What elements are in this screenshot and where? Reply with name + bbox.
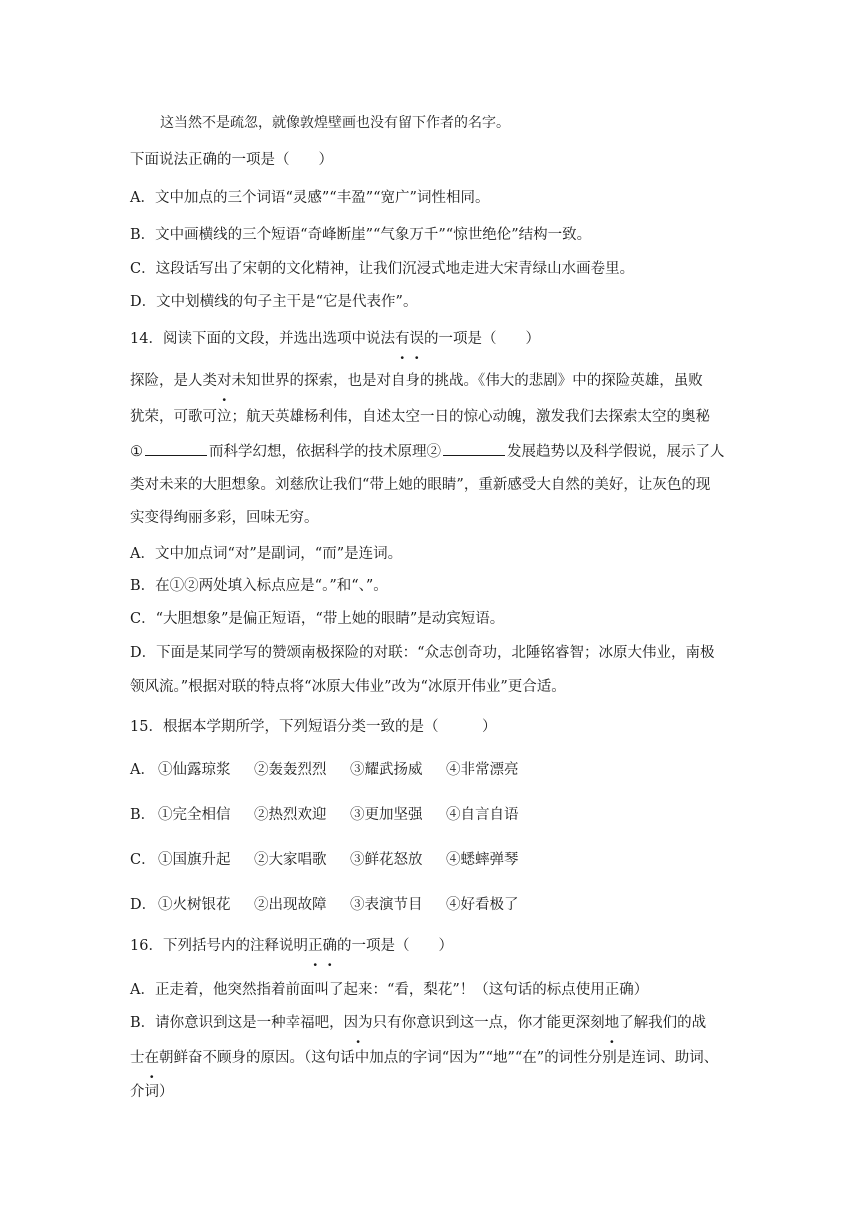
fill-blank-2 <box>443 441 505 456</box>
q15-stem: 15．根据本学期所学，下列短语分类一致的是（ ） <box>130 719 497 735</box>
intro-text: 这当然不是疏忽，就像敦煌壁画也没有留下作者的名字。 <box>160 115 510 131</box>
q16-option-a: A．正走着，他突然指着前面叫了起来：“看，梨花”！（这句话的标点使用正确） <box>130 982 649 998</box>
q14-passage-line-3: ① 而科学幻想，依据科学的技术原理② 发展趋势以及科学假说，展示了人 <box>130 441 725 463</box>
emphasis-dot-char: 正 <box>307 938 323 954</box>
q14-passage-line-4: 类对未来的大胆想象。刘慈欣让我们“带上她的眼睛”，重新感受大自然的美好，让灰色的现 <box>130 477 711 493</box>
q14-option-b: B．在①②两处填入标点应是“。”和“、”。 <box>130 578 388 594</box>
emphasis-dot-char: 有 <box>394 331 410 347</box>
emphasis-dot-char: 在 <box>144 1050 159 1066</box>
q16-stem: 16．下列括号内的注释说明正确的一项是（ ） <box>130 935 453 957</box>
q14-stem: 14．阅读下面的文段，并选出选项中说法有误的一项是（ ） <box>130 328 540 350</box>
emphasis-dot-char: 误 <box>409 331 424 347</box>
emphasis-dot-char: 确 <box>322 938 337 954</box>
q14-option-d-line-1: D．下面是某同学写的赞颂南极探险的对联：“众志创奇功，北陲铭睿智；冰原大伟业，南极 <box>130 645 715 661</box>
q13-option-d: D．文中划横线的句子主干是“它是代表作”。 <box>130 294 418 310</box>
q13-option-b: B．文中画横线的三个短语“奇峰断崖”“气象万千”“惊世绝伦”结构一致。 <box>130 227 592 243</box>
emphasis-dot-word: 因为 <box>343 1015 373 1031</box>
q13-stem: 下面说法正确的一项是（ ） <box>130 152 333 168</box>
q15-row-b: B． ①完全相信 ②热烈欢迎 ③更加坚强 ④自言自语 <box>130 807 519 823</box>
emphasis-dot-char: 地 <box>604 1015 620 1031</box>
q16-option-b-line-2: 士在朝鲜奋不顾身的原因。（这句话中加点的字词“因为”“地”“在”的词性分别是连词、助词、 <box>130 1047 718 1069</box>
q15-row-d: D． ①火树银花 ②出现故障 ③表演节目 ④好看极了 <box>130 897 519 913</box>
q15-row-a: A． ①仙露琼浆 ②轰轰烈烈 ③耀武扬威 ④非常漂亮 <box>130 762 519 778</box>
q16-option-b-line-1: B．请你意识到这是一种幸福吧，因为只有你意识到这一点，你才能更深刻地了解我们的战 <box>130 1012 706 1034</box>
fill-blank-1 <box>145 441 207 456</box>
q13-option-a: A．文中加点的三个词语“灵感”“丰盈”“宽广”词性相同。 <box>130 190 490 206</box>
q14-passage-line-5: 实变得绚丽多彩，回味无穷。 <box>130 510 319 526</box>
q13-option-c: C．这段话写出了宋朝的文化精神，让我们沉浸式地走进大宋青绿山水画卷里。 <box>130 261 635 277</box>
q16-option-b-line-3: 介词） <box>130 1084 174 1100</box>
q14-passage-line-1: 探险，是人类对未知世界的探索，也是对自身的挑战。《伟大的悲剧》中的探险英雄，虽败 <box>130 370 703 392</box>
q14-option-d-line-2: 领风流。”根据对联的特点将“冰原大伟业”改为“冰原开伟业”更合适。 <box>130 679 566 695</box>
q14-option-c: C．“大胆想象”是偏正短语，“带上她的眼睛”是动宾短语。 <box>130 611 505 627</box>
q14-passage-line-2: 犹荣，可歌可泣；航天英雄杨利伟，自述太空一日的惊心动魄，激发我们去探索太空的奥秘 <box>130 409 710 425</box>
q15-row-c: C． ①国旗升起 ②大家唱歌 ③鲜花怒放 ④蟋蟀弹琴 <box>130 852 519 868</box>
emphasis-dot-char: 对 <box>217 373 232 389</box>
q14-option-a: A．文中加点词“对”是副词，“而”是连词。 <box>130 546 403 562</box>
